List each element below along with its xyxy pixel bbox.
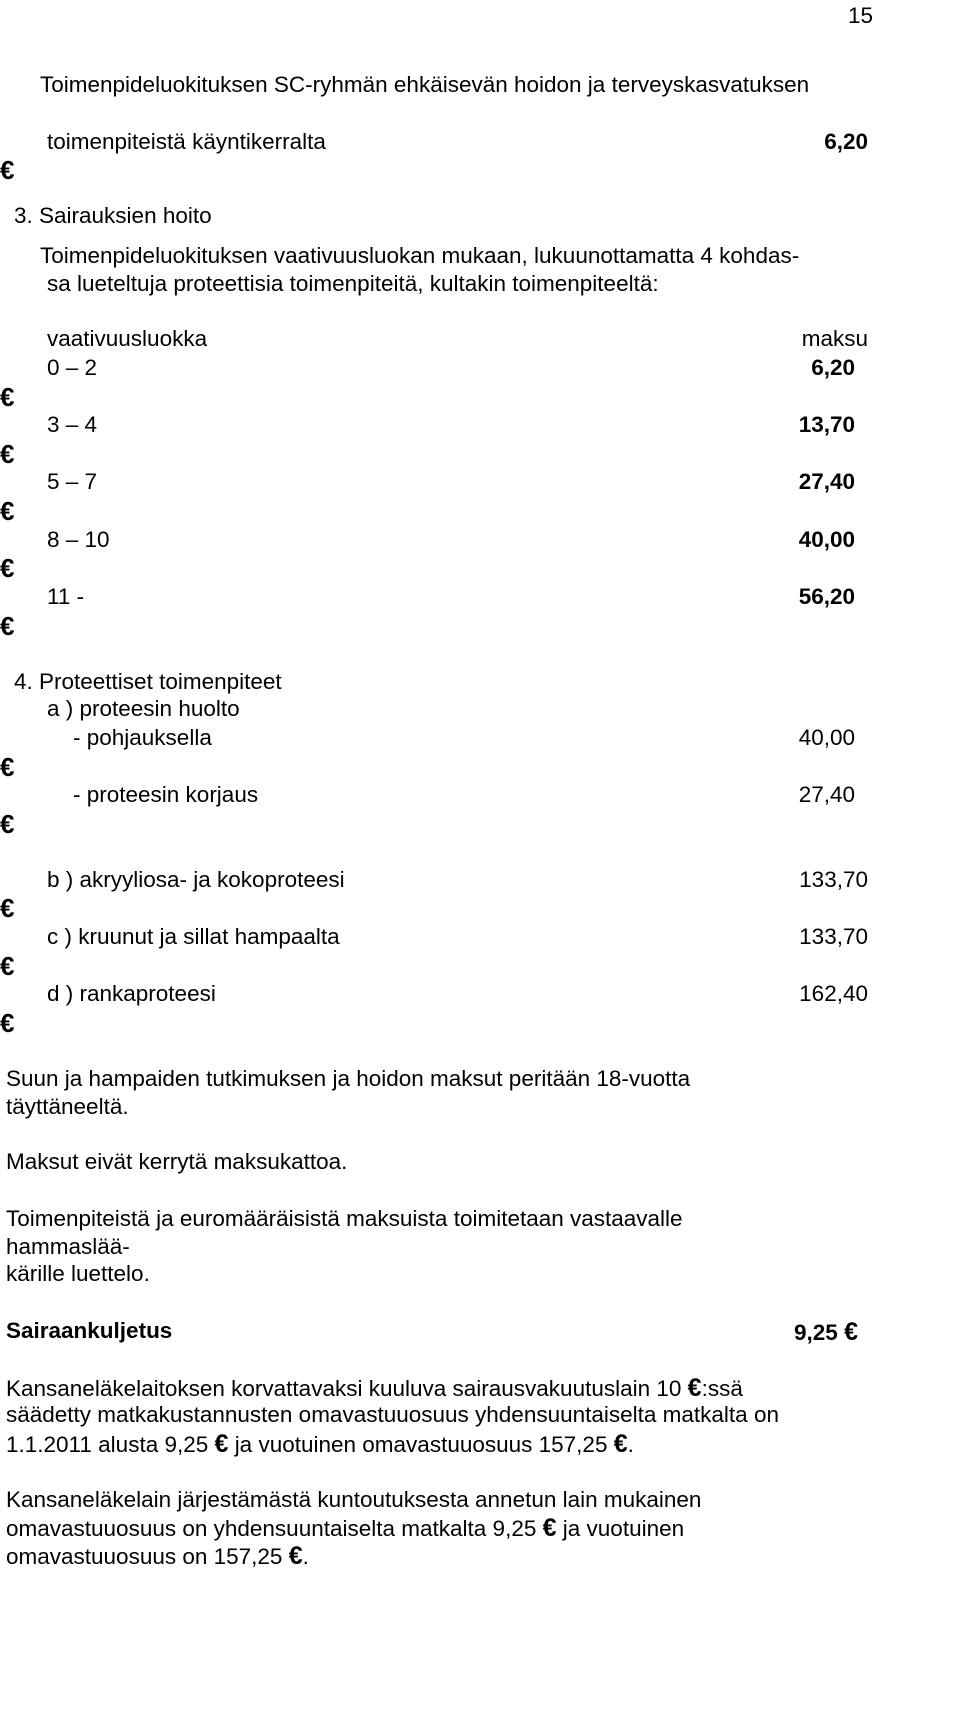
euro-icon: € bbox=[214, 1430, 229, 1458]
transport-title: Sairaankuljetus bbox=[6, 1318, 173, 1343]
rehab-paragraph-line: omavastuuosuus on 157,25 €. bbox=[6, 1542, 309, 1570]
class-row-price: 6,20 bbox=[811, 355, 855, 380]
column-header-fee: maksu bbox=[801, 326, 868, 351]
section-3-desc-1: Toimenpideluokituksen vaativuusluokan mukaan, lukuunottamatta 4 kohdas- bbox=[40, 243, 800, 268]
prosthesis-item-price: 162,40 bbox=[799, 981, 868, 1006]
transport-price: 9,25 € bbox=[794, 1318, 858, 1346]
prosthesis-item-price: 133,70 bbox=[799, 924, 868, 949]
sc-line-1: Toimenpideluokituksen SC-ryhmän ehkäisevän hoidon ja terveyskasvatuksen bbox=[40, 72, 810, 97]
note-list-cont: hammaslää- bbox=[6, 1234, 130, 1259]
euro-icon: € bbox=[288, 1542, 303, 1570]
euro-icon: € bbox=[0, 155, 15, 185]
note-ceiling: Maksut eivät kerrytä maksukattoa. bbox=[6, 1149, 348, 1174]
note-list: Toimenpiteistä ja euromääräisistä maksuista toimitetaan vastaavalle bbox=[6, 1206, 683, 1231]
prosthesis-item-label: d ) rankaproteesi bbox=[47, 981, 216, 1006]
section-4-heading: 4. Proteettiset toimenpiteet bbox=[14, 669, 282, 694]
maintenance-item-price: 27,40 bbox=[798, 782, 855, 807]
prosthesis-item-price: 133,70 bbox=[799, 867, 868, 892]
euro-icon: € bbox=[613, 1430, 628, 1458]
euro-icon: € bbox=[0, 951, 15, 981]
euro-icon: € bbox=[0, 553, 15, 583]
euro-icon: € bbox=[0, 382, 15, 412]
class-row-label: 11 - bbox=[47, 584, 85, 609]
maintenance-item-label: - proteesin korjaus bbox=[73, 782, 259, 807]
transport-paragraph-line: Kansaneläkelaitoksen korvattavaksi kuuluva sairausvakuutuslain 10 €:ssä bbox=[6, 1374, 743, 1402]
class-row-price: 13,70 bbox=[798, 412, 855, 437]
class-row-price: 40,00 bbox=[798, 527, 855, 552]
euro-icon: € bbox=[0, 893, 15, 923]
note-age-cont: täyttäneeltä. bbox=[6, 1094, 129, 1119]
sub-heading-a: a ) proteesin huolto bbox=[47, 696, 240, 721]
class-row-price: 27,40 bbox=[798, 469, 855, 494]
class-row-label: 0 – 2 bbox=[47, 355, 98, 380]
note-list-cont: kärille luettelo. bbox=[6, 1261, 150, 1286]
euro-icon: € bbox=[542, 1514, 557, 1542]
euro-icon: € bbox=[0, 439, 15, 469]
euro-icon: € bbox=[0, 809, 15, 839]
class-row-label: 3 – 4 bbox=[47, 412, 98, 437]
prosthesis-item-label: b ) akryyliosa- ja kokoproteesi bbox=[47, 867, 345, 892]
column-header-class: vaativuusluokka bbox=[47, 326, 208, 351]
sc-line-2: toimenpiteistä käyntikerralta bbox=[47, 129, 326, 154]
sc-price: 6,20 bbox=[824, 129, 868, 154]
section-3-desc-2: sa lueteltuja proteettisia toimenpiteitä, kultakin toimenpiteeltä: bbox=[47, 271, 659, 296]
rehab-paragraph-line: Kansaneläkelain järjestämästä kuntoutuksesta annetun lain mukainen bbox=[6, 1487, 702, 1512]
class-row-label: 5 – 7 bbox=[47, 469, 98, 494]
page-number: 15 bbox=[848, 3, 874, 28]
class-row-price: 56,20 bbox=[798, 584, 855, 609]
maintenance-item-label: - pohjauksella bbox=[73, 725, 212, 750]
rehab-paragraph-line: omavastuuosuus on yhdensuuntaiselta matkalta 9,25 € ja vuotuinen bbox=[6, 1514, 685, 1542]
transport-paragraph-line: säädetty matkakustannusten omavastuuosuus yhdensuuntaiselta matkalta on bbox=[6, 1402, 779, 1427]
prosthesis-item-label: c ) kruunut ja sillat hampaalta bbox=[47, 924, 340, 949]
euro-icon: € bbox=[844, 1318, 858, 1346]
class-row-label: 8 – 10 bbox=[47, 527, 110, 552]
euro-icon: € bbox=[0, 496, 15, 526]
transport-paragraph-line: 1.1.2011 alusta 9,25 € ja vuotuinen omavastuuosuus 157,25 €. bbox=[6, 1430, 634, 1458]
maintenance-item-price: 40,00 bbox=[798, 725, 855, 750]
note-age: Suun ja hampaiden tutkimuksen ja hoidon maksut peritään 18-vuotta bbox=[6, 1066, 691, 1091]
section-3-heading: 3. Sairauksien hoito bbox=[14, 203, 212, 228]
euro-icon: € bbox=[0, 752, 15, 782]
euro-icon: € bbox=[0, 611, 15, 641]
euro-icon: € bbox=[0, 1008, 15, 1038]
euro-icon: € bbox=[687, 1374, 702, 1402]
